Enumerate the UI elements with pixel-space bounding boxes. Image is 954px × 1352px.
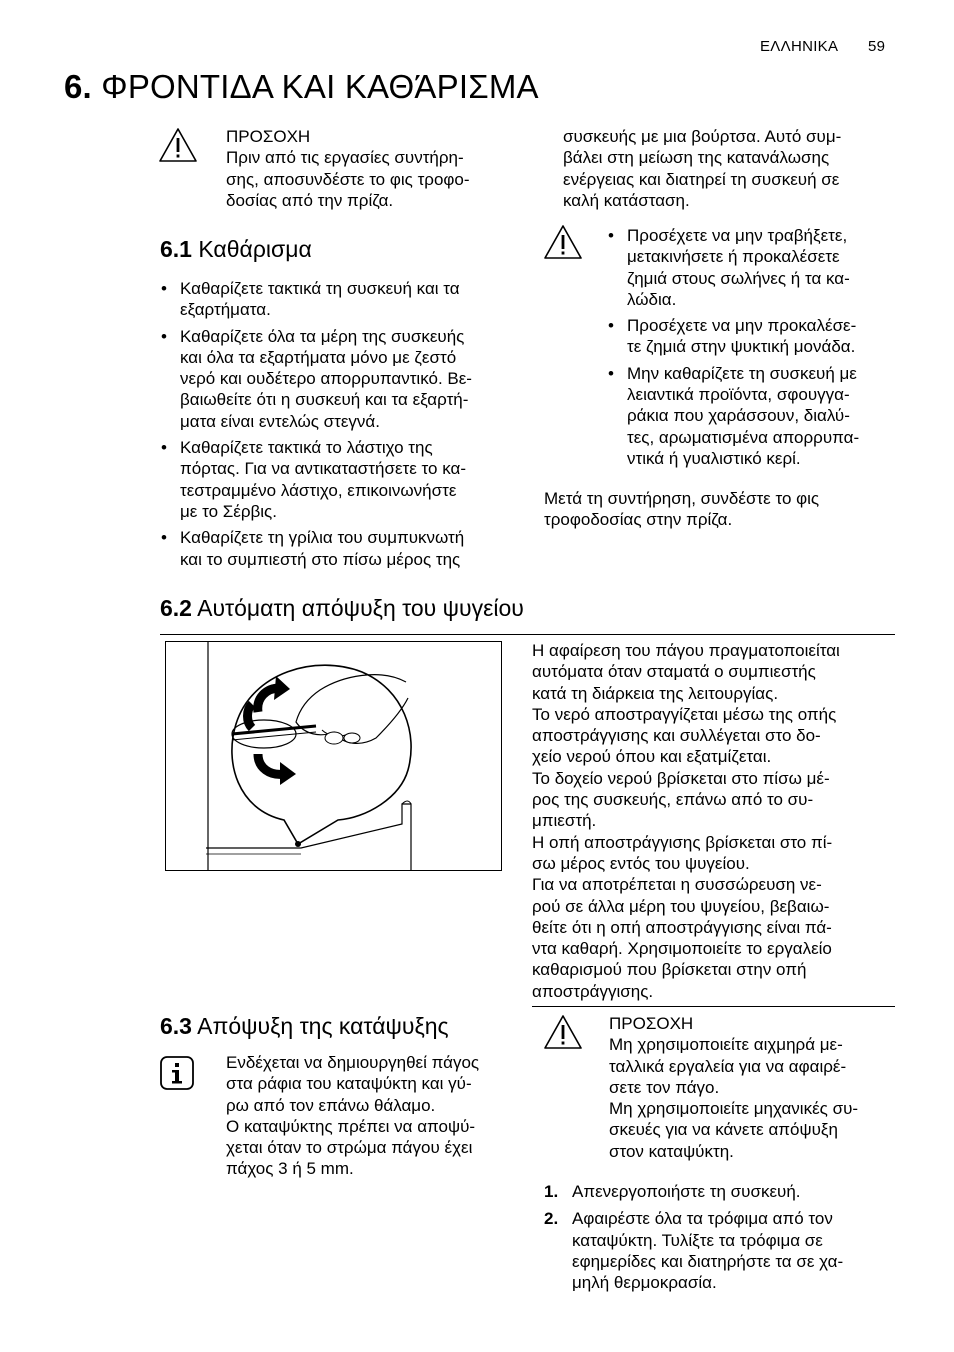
list-item-line: τε ζημιά στην ψυκτική μονάδα. [627, 337, 856, 357]
defrost-drain-illustration [165, 641, 502, 871]
list-item-line: Μην καθαρίζετε τη συσκευή με [627, 363, 857, 383]
warning-line: Μη χρησιμοποιείτε αιχμηρά με- [609, 1035, 843, 1055]
section-heading-6-1 [160, 236, 312, 263]
list-item-line: Καθαρίζετε τη γρίλια του συμπυκνωτή [180, 528, 465, 548]
paragraph-line: χεται όταν το στρώμα πάγου έχει [226, 1138, 473, 1158]
paragraph-line: θείτε ότι η οπή αποστράγγισης είναι πά- [532, 917, 832, 937]
step-line: καταψύκτη. Τυλίξτε τα τρόφιμα σε [572, 1230, 823, 1250]
step-line: μηλή θερμοκρασία. [572, 1273, 717, 1293]
list-item-line: ντικά ή γυαλιστικό κερί. [627, 448, 801, 468]
list-item [160, 437, 520, 522]
section-number: 6.2 [160, 595, 192, 621]
warning-line: σκευές για να κάνετε απόψυξη [609, 1120, 838, 1140]
paragraph-line: καθαρισμού που βρίσκεται στην οπή [532, 960, 807, 980]
list-item [160, 278, 520, 321]
list-item-line: μετακινήσετε ή προκαλέσετε [627, 247, 840, 267]
info-block [226, 1052, 526, 1180]
warning-label: ΠΡΟΣΟΧΗ [226, 127, 311, 146]
list-item-line: Προσέχετε να μην τραβήξετε, [627, 226, 848, 245]
paragraph-line: βάλει στη μείωση της κατανάλωσης [563, 148, 830, 168]
list-item-line: ζημιά στους σωλήνες ή τα κα- [627, 268, 850, 288]
warning-triangle-icon [543, 1014, 583, 1050]
warning-line: σης, αποσυνδέστε το φις τροφο- [226, 169, 470, 189]
defrost-steps-list [544, 1181, 894, 1299]
section-number: 6.1 [160, 236, 192, 262]
paragraph-line: αυτόματα όταν σταματά ο συμπιεστής [532, 662, 816, 682]
paragraph-line: ρος της συσκευής, επάνω από το συ- [532, 790, 814, 810]
list-item-line: και το συμπιεστή στο πίσω μέρος της [180, 549, 461, 569]
step-line: Απενεργοποιήστε τη συσκευή. [572, 1182, 801, 1201]
section-heading-6-3 [160, 1013, 449, 1040]
list-item [160, 326, 520, 432]
paragraph-line: συσκευής με μια βούρτσα. Αυτό συμ- [563, 127, 842, 146]
warning-label: ΠΡΟΣΟΧΗ [609, 1014, 694, 1033]
list-item-line: βαιωθείτε ότι η συσκευή και τα εξαρτή- [180, 390, 469, 410]
section-title: Αυτόματη απόψυξη του ψυγείου [197, 595, 524, 621]
list-item-line: τεστραμμένο λάστιχο, επικοινωνήστε [180, 480, 457, 500]
section-title: Καθάρισμα [198, 236, 312, 262]
drain-cleaning-drawing [166, 642, 501, 870]
paragraph-line: πάχος 3 ή 5 mm. [226, 1159, 354, 1179]
warning-triangle-icon [158, 127, 198, 163]
warning-line: δοσίας από την πρίζα. [226, 190, 394, 210]
list-item [607, 225, 897, 310]
paragraph-line: Ο καταψύκτης πρέπει να αποψύ- [226, 1116, 476, 1136]
section-rule [160, 634, 895, 635]
cleaning-bullet-list [160, 278, 520, 575]
warning-triangle-icon [543, 224, 583, 260]
list-item-line: ράκια που χαράσσουν, διαλύ- [627, 406, 850, 426]
after-maintenance-paragraph [544, 488, 894, 531]
list-item-line: και όλα τα εξαρτήματα μόνο με ζεστό [180, 347, 457, 367]
step-number: 1. [544, 1182, 559, 1201]
warning-line: Πριν από τις εργασίες συντήρη- [226, 148, 464, 168]
paragraph-line: τροφοδοσίας στην πρίζα. [544, 510, 733, 530]
chapter-number: 6. [64, 68, 92, 105]
paragraph-line: καλή κατάσταση. [563, 190, 690, 210]
list-item [160, 527, 520, 570]
warning-block-3 [609, 1013, 899, 1162]
warning-line: στον καταψύκτη. [609, 1141, 734, 1161]
list-item-line: λώδια. [627, 289, 677, 309]
paragraph-line: αποστράγγισης και συλλέγεται στο δο- [532, 726, 821, 746]
step-item [544, 1208, 894, 1293]
paragraph-line: ρω από τον επάνω θάλαμο. [226, 1095, 436, 1115]
list-item-line: τες, αρωματισμένα απορρυπα- [627, 427, 860, 447]
paragraph-line: χείο νερού όπου και εξατμίζεται. [532, 747, 772, 767]
continued-paragraph [563, 126, 903, 211]
running-header-language: ΕΛΛΗΝΙΚΑ [760, 38, 839, 55]
list-item [607, 315, 897, 358]
section-title: Απόψυξη της κατάψυξης [197, 1013, 449, 1039]
section-number: 6.3 [160, 1013, 192, 1039]
paragraph-line: ενέργειας και διατηρεί τη συσκευή σε [563, 169, 840, 189]
list-item-line: με το Σέρβις. [180, 501, 277, 521]
warning-line: σετε τον πάγο. [609, 1077, 720, 1097]
paragraph-line: ρού σε άλλα μέρη του ψυγείου, βεβαιω- [532, 896, 830, 916]
list-item-line: πόρτας. Για να αντικαταστήσετε το κα- [180, 459, 466, 479]
warning-line: ταλλικά εργαλεία για να αφαιρέ- [609, 1056, 847, 1076]
step-item [544, 1181, 894, 1202]
list-item [607, 363, 897, 469]
list-item-line: Καθαρίζετε τακτικά τη συσκευή και τα [180, 279, 460, 298]
paragraph-line: αποστράγγισης. [532, 981, 654, 1001]
paragraph-line: Ενδέχεται να δημιουργηθεί πάγος [226, 1053, 480, 1072]
paragraph-line: Η οπή αποστράγγισης βρίσκεται στο πί- [532, 832, 833, 852]
warning-bullet-list [607, 225, 897, 474]
auto-defrost-paragraph [532, 640, 894, 1002]
paragraph-line: Το νερό αποστραγγίζεται μέσω της οπής [532, 704, 837, 724]
list-item-line: λειαντικά προϊόντα, σφουγγα- [627, 385, 850, 405]
paragraph-line: κατά τη διάρκεια της λειτουργίας. [532, 683, 779, 703]
step-line: εφημερίδες και διατηρήστε τα σε χα- [572, 1251, 844, 1271]
list-item-line: νερό και ουδέτερο απορρυπαντικό. Βε- [180, 369, 472, 389]
list-item-line: Προσέχετε να μην προκαλέσε- [627, 316, 857, 336]
page-number: 59 [868, 38, 886, 55]
section-heading-6-2 [160, 595, 524, 622]
list-item-line: ματα είναι εντελώς στεγνά. [180, 411, 380, 431]
step-number: 2. [544, 1209, 559, 1229]
paragraph-line: μπιεστή. [532, 811, 597, 831]
chapter-title [64, 68, 539, 106]
paragraph-line: Μετά τη συντήρηση, συνδέστε το φις [544, 489, 820, 508]
list-item-line: Καθαρίζετε τακτικά το λάστιχο της [180, 438, 433, 458]
paragraph-line: ντα καθαρή. Χρησιμοποιείτε το εργαλείο [532, 939, 832, 959]
section-rule [532, 1006, 895, 1007]
chapter-title-text: ΦΡΟΝΤΙΔΑ ΚΑΙ ΚΑΘΆΡΙΣΜΑ [101, 68, 539, 105]
paragraph-line: Για να αποτρέπεται η συσσώρευση νε- [532, 875, 822, 895]
list-item-line: εξαρτήματα. [180, 300, 271, 320]
paragraph-line: σω μέρος εντός του ψυγείου. [532, 853, 750, 873]
info-icon [159, 1055, 195, 1091]
warning-line: Μη χρησιμοποιείτε μηχανικές συ- [609, 1099, 859, 1119]
paragraph-line: Η αφαίρεση του πάγου πραγματοποιείται [532, 641, 840, 660]
step-line: Αφαιρέστε όλα τα τρόφιμα από τον [572, 1209, 833, 1229]
paragraph-line: Το δοχείο νερού βρίσκεται στο πίσω μέ- [532, 768, 830, 788]
paragraph-line: στα ράφια του καταψύκτη και γύ- [226, 1074, 472, 1094]
list-item-line: Καθαρίζετε όλα τα μέρη της συσκευής [180, 326, 465, 346]
warning-block-1 [226, 126, 526, 211]
